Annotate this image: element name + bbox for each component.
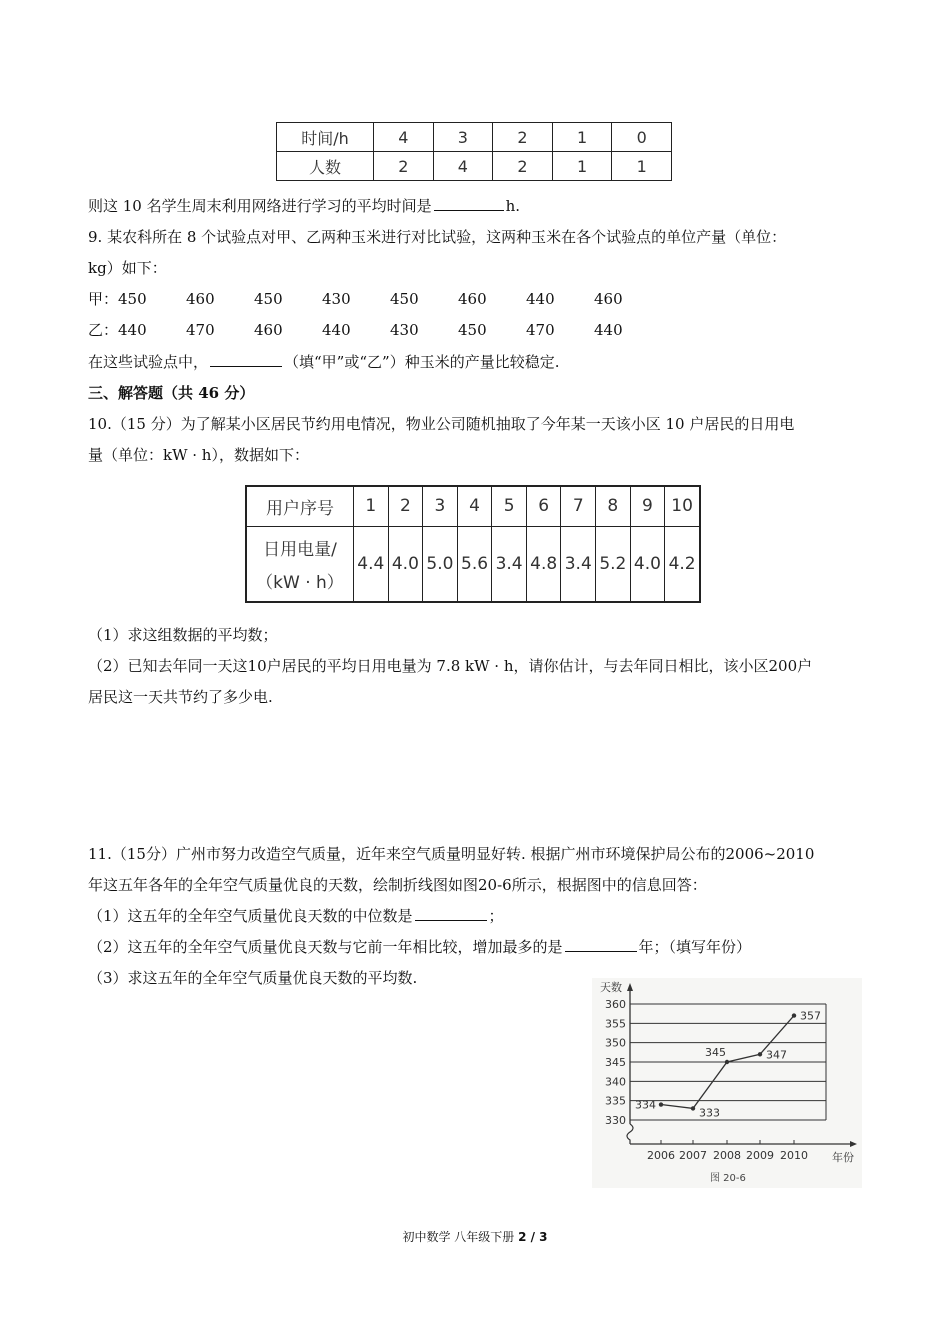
table-row — [277, 123, 672, 152]
table-cell: 5.6 — [457, 526, 492, 602]
row-label-line2: （kW · h） — [256, 572, 344, 593]
jia-values-row — [88, 288, 662, 310]
x-axis-arrow-icon — [850, 1141, 857, 1147]
section-title-num: 46 — [198, 384, 220, 402]
table-cell: 5.2 — [596, 526, 631, 602]
section-title-post: 分） — [219, 384, 255, 402]
q8-text: 则这 10 名学生周末利用网络进行学习的平均时间是 — [88, 197, 432, 215]
y-tick-label: 330 — [605, 1114, 626, 1127]
electricity-table — [245, 485, 701, 603]
table-cell: 6 — [526, 486, 561, 526]
q8-answer-line — [88, 195, 520, 217]
q11-sub1-text: （1）这五年的全年空气质量优良天数的中位数是 — [88, 907, 413, 925]
table-header-cell — [246, 526, 354, 602]
table-cell: 4.4 — [354, 526, 389, 602]
jia-value: 440 — [526, 290, 555, 308]
table-header-cell: 人数 — [277, 152, 374, 181]
x-tick-label: 2008 — [713, 1149, 741, 1162]
jia-value: 450 — [254, 290, 283, 308]
section-title-pre: 三、解答题（共 — [88, 384, 199, 402]
page-number: 2 / 3 — [518, 1230, 548, 1244]
data-label: 357 — [800, 1009, 821, 1023]
q9-line1: 9. 某农科所在 8 个试验点对甲、乙两种玉米进行对比试验，这两种玉米在各个试验点的单位产量（单位： — [88, 228, 787, 246]
yi-value: 430 — [390, 321, 419, 339]
q10-line2: 量（单位：kW · h），数据如下： — [88, 446, 309, 464]
q10-sub2-line1: （2）已知去年同一天这10户居民的平均日用电量为 7.8 kW · h，请你估计，与去年同日相比，该小区200户 — [88, 657, 813, 675]
y-tick-label: 340 — [605, 1075, 626, 1089]
yi-values-row — [88, 319, 662, 341]
table-row — [246, 486, 700, 526]
q11-sub3: （3）求这五年的全年空气质量优良天数的平均数. — [88, 969, 418, 987]
answer-blank[interactable] — [565, 936, 637, 952]
yi-value: 440 — [118, 321, 147, 339]
table-cell: 0 — [612, 123, 672, 152]
q10-sub2-line2: 居民这一天共节约了多少电. — [88, 688, 273, 706]
answer-blank[interactable] — [415, 905, 487, 921]
table-cell: 2 — [493, 152, 553, 181]
section-title — [88, 382, 254, 404]
q11-sub2-post: 年；（填写年份） — [638, 938, 752, 956]
table-cell: 9 — [630, 486, 665, 526]
x-tick-labels — [647, 1140, 808, 1162]
q10-line1: 10.（15 分）为了解某小区居民节约用电情况，物业公司随机抽取了今年某一天该小区 10 户居民的日用电 — [88, 415, 795, 433]
jia-value: 430 — [322, 290, 351, 308]
y-axis-arrow-icon — [627, 983, 633, 991]
y-tick-label: 355 — [605, 1017, 626, 1031]
data-point — [659, 1102, 663, 1106]
table-cell: 8 — [596, 486, 631, 526]
jia-value: 450 — [118, 290, 147, 308]
q9-line2: kg）如下： — [88, 259, 167, 277]
jia-value: 460 — [458, 290, 487, 308]
data-label: 333 — [699, 1106, 720, 1120]
yi-value: 440 — [594, 321, 623, 339]
q11-sub1-post: ； — [488, 907, 504, 925]
jia-value: 460 — [186, 290, 215, 308]
q9-answer-line — [88, 351, 559, 373]
q11-line1: 11.（15分）广州市努力改造空气质量，近年来空气质量明显好转. 根据广州市环境保护局公布的2006~2010 — [88, 845, 815, 863]
table-cell: 4.2 — [665, 526, 700, 602]
q11-line2: 年这五年各年的全年空气质量优良的天数，绘制折线图如图20-6所示，根据图中的信息回答： — [88, 876, 707, 894]
yi-value: 470 — [526, 321, 555, 339]
table-cell: 1 — [354, 486, 389, 526]
answer-blank[interactable] — [210, 351, 282, 367]
table-cell: 4.0 — [630, 526, 665, 602]
table-cell: 4 — [457, 486, 492, 526]
yi-value: 460 — [254, 321, 283, 339]
air-quality-chart — [592, 978, 862, 1188]
table-cell: 7 — [561, 486, 596, 526]
data-labels — [635, 1010, 821, 1120]
y-axis-label: 天数 — [600, 981, 622, 994]
table-cell: 4.8 — [526, 526, 561, 602]
x-axis-label: 年份 — [832, 1151, 854, 1164]
table-cell: 1 — [552, 152, 612, 181]
x-tick-label: 2006 — [647, 1149, 675, 1162]
row-label-line1: 日用电量/ — [263, 539, 337, 560]
table-row — [277, 152, 672, 181]
table-cell: 5 — [492, 486, 527, 526]
jia-value: 460 — [594, 290, 623, 308]
table-cell: 2 — [374, 152, 434, 181]
q11-sub1 — [88, 905, 504, 927]
table-cell: 1 — [552, 123, 612, 152]
y-tick-labels — [605, 998, 626, 1127]
table-cell: 4 — [433, 152, 493, 181]
jia-value: 450 — [390, 290, 419, 308]
chart-caption: 图 20-6 — [710, 1173, 746, 1184]
table-cell: 2 — [388, 486, 423, 526]
data-point — [792, 1013, 796, 1017]
y-tick-label: 360 — [605, 998, 626, 1011]
data-point — [691, 1106, 695, 1110]
x-tick-label: 2007 — [679, 1149, 707, 1162]
yi-label: 乙： — [88, 321, 119, 339]
study-time-table — [276, 122, 672, 181]
answer-blank[interactable] — [434, 195, 504, 211]
table-cell: 3.4 — [561, 526, 596, 602]
data-label: 334 — [635, 1098, 656, 1112]
table-row — [246, 526, 700, 602]
footer-text: 初中数学 八年级下册 — [402, 1230, 519, 1244]
data-label: 345 — [705, 1046, 726, 1059]
y-tick-label: 345 — [605, 1056, 626, 1069]
line-chart-svg — [592, 978, 862, 1188]
table-cell: 1 — [612, 152, 672, 181]
x-tick-label: 2010 — [780, 1149, 808, 1162]
q9-text: 在这些试验点中， — [88, 353, 209, 371]
table-cell: 3 — [423, 486, 458, 526]
table-header-cell: 用户序号 — [246, 486, 354, 526]
y-tick-label: 350 — [605, 1036, 626, 1050]
yi-value: 440 — [322, 321, 351, 339]
table-header-cell: 时间/h — [277, 123, 374, 152]
q10-sub1: （1）求这组数据的平均数； — [88, 626, 278, 644]
table-cell: 3.4 — [492, 526, 527, 602]
table-cell: 4 — [374, 123, 434, 152]
table-cell: 3 — [433, 123, 493, 152]
table-cell: 10 — [665, 486, 700, 526]
table-cell: 4.0 — [388, 526, 423, 602]
q11-sub2-text: （2）这五年的全年空气质量优良天数与它前一年相比较，增加最多的是 — [88, 938, 563, 956]
yi-value: 470 — [186, 321, 215, 339]
data-label: 347 — [766, 1048, 787, 1062]
data-point — [758, 1052, 762, 1056]
page-footer — [0, 1228, 950, 1245]
q9-text-post: （填“甲”或“乙”）种玉米的产量比较稳定. — [284, 353, 560, 371]
table-cell: 2 — [493, 123, 553, 152]
axis-break-icon — [627, 1124, 633, 1144]
q11-sub2 — [88, 936, 751, 958]
y-tick-label: 335 — [605, 1094, 626, 1108]
x-tick-label: 2009 — [746, 1149, 774, 1162]
data-point — [725, 1060, 729, 1064]
jia-label: 甲： — [88, 290, 119, 308]
table-cell: 5.0 — [423, 526, 458, 602]
yi-value: 450 — [458, 321, 487, 339]
q8-unit: h. — [505, 197, 521, 215]
